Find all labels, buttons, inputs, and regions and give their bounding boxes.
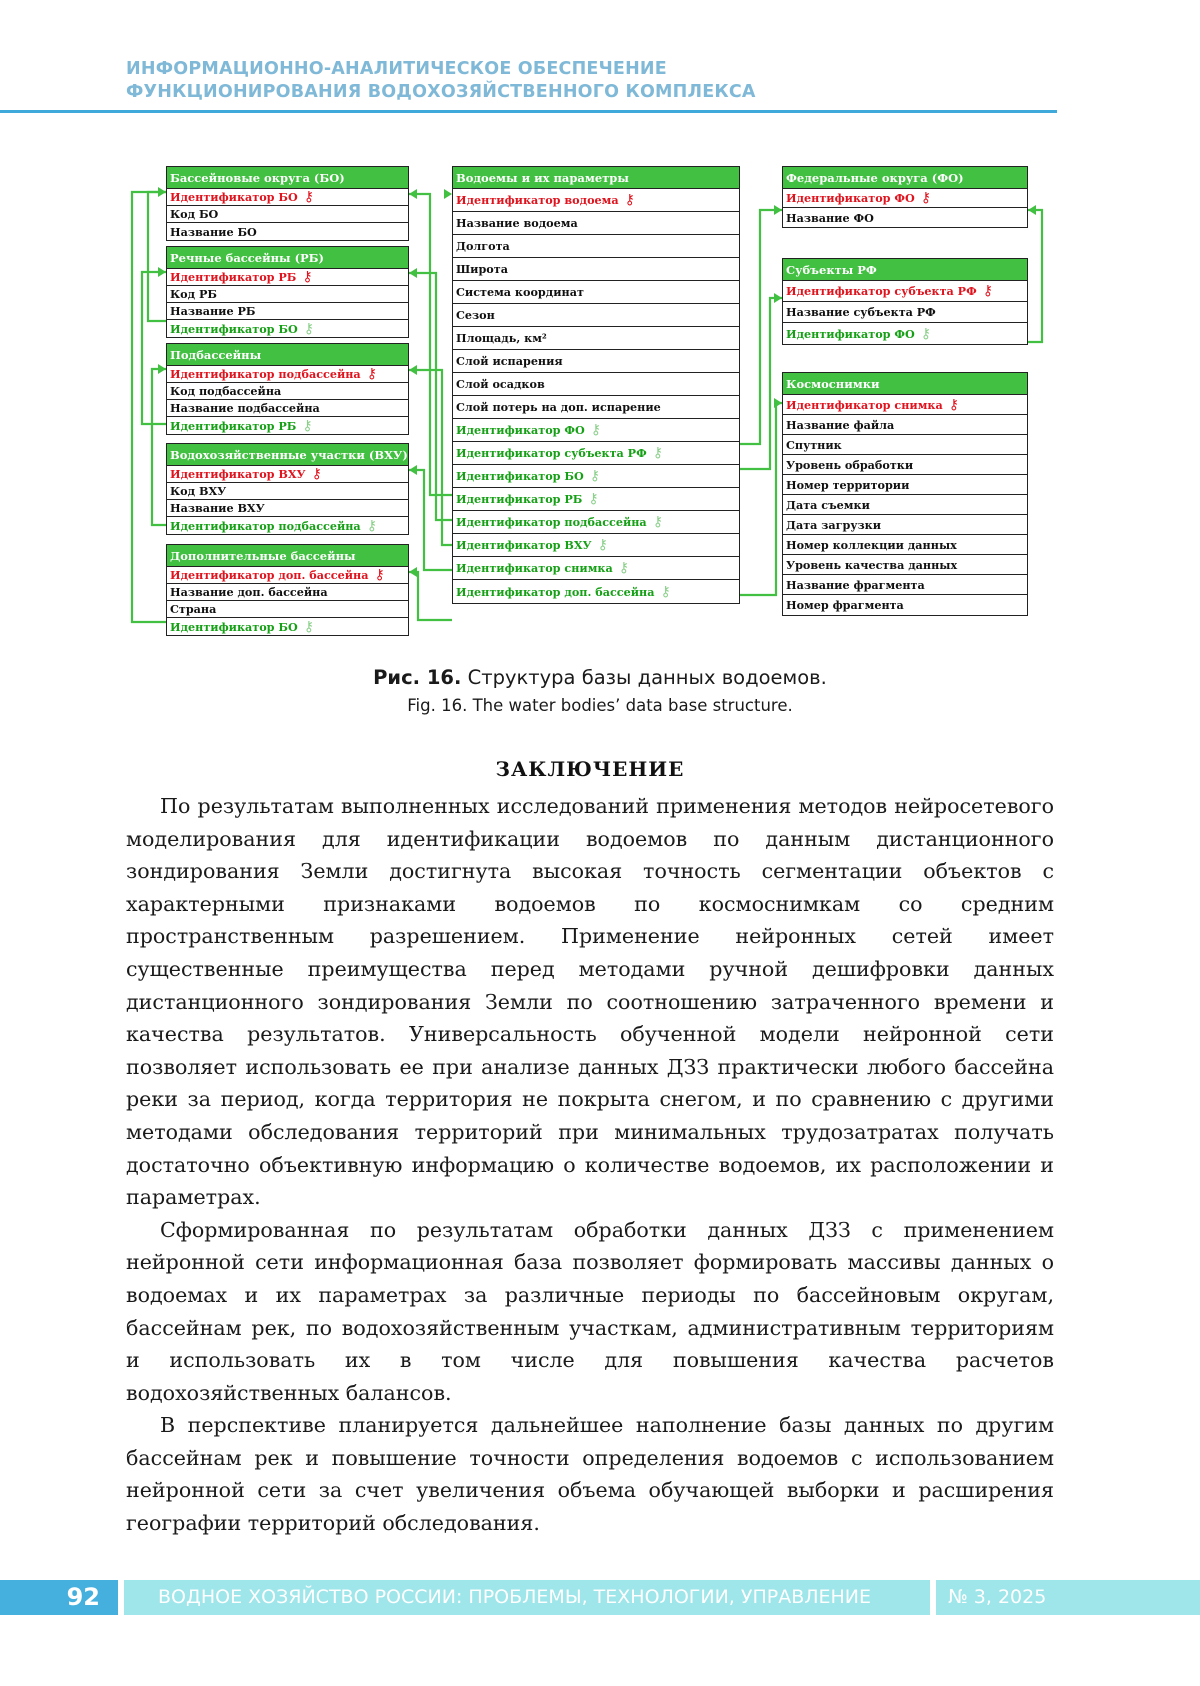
table-field	[783, 495, 1027, 515]
table-field	[167, 400, 408, 417]
field-label: Слой осадков	[456, 377, 545, 391]
foreign-key-field	[453, 534, 739, 557]
field-label: Уровень качества данных	[786, 557, 958, 572]
key-icon: ⚷	[590, 422, 602, 438]
field-label: Уровень обработки	[786, 457, 914, 472]
table-field	[453, 212, 739, 235]
field-label: Код РБ	[170, 287, 217, 301]
field-label: Номер коллекции данных	[786, 537, 957, 552]
table-title: Речные бассейны (РБ)	[167, 247, 408, 269]
figure-16	[0, 0, 1200, 700]
field-label: Идентификатор ВХУ	[456, 538, 592, 552]
field-label: Код подбассейна	[170, 384, 282, 398]
primary-key-field	[783, 281, 1027, 302]
table-title: Подбассейны	[167, 344, 408, 366]
table-title: Водоемы и их параметры	[453, 167, 739, 189]
link-vhu-pb	[152, 369, 166, 525]
arrow-kos	[774, 398, 782, 408]
table-field	[783, 535, 1027, 555]
key-icon: ⚷	[660, 583, 671, 600]
foreign-key-field	[783, 323, 1027, 344]
table-water-bodies	[452, 166, 740, 604]
field-label: Идентификатор субъекта РФ	[786, 284, 977, 298]
primary-key-field	[167, 366, 408, 383]
field-label: Название файла	[786, 417, 895, 432]
key-icon: ⚷	[948, 396, 959, 413]
key-icon: ⚷	[366, 517, 377, 534]
primary-key-field	[453, 189, 739, 212]
field-label: Код БО	[170, 207, 219, 221]
table-title: Космоснимки	[783, 373, 1027, 395]
paragraph: В перспективе планируется дальнейшее наполнение базы данных по другим бассейнам рек и повышение точности определения водоемов с использованием нейронной сети за счет увеличения объема обучающей выборки и расширения географии территорий обследования.	[126, 1413, 1054, 1536]
key-icon: ⚷	[624, 192, 635, 208]
table-field	[167, 383, 408, 400]
field-label: Идентификатор снимка	[786, 397, 943, 412]
field-label: Название водоема	[456, 216, 578, 230]
foreign-key-field	[453, 465, 739, 488]
field-label: Слой потерь на доп. испарение	[456, 400, 661, 414]
arrow-fo-right	[1028, 205, 1036, 215]
key-icon: ⚷	[302, 417, 313, 434]
table-field	[167, 601, 408, 618]
field-label: Название ВХУ	[170, 501, 265, 515]
journal-title: ВОДНОЕ ХОЗЯЙСТВО РОССИИ: ПРОБЛЕМЫ, ТЕХНОЛОГИИ, УПРАВЛЕНИЕ	[124, 1580, 930, 1615]
table-basin-districts	[166, 166, 409, 241]
primary-key-field	[783, 189, 1027, 208]
link-rb-bo	[148, 192, 166, 321]
field-label: Идентификатор доп. бассейна	[170, 568, 369, 582]
field-label: Идентификатор БО	[170, 190, 298, 204]
issue-number: № 3, 2025	[936, 1580, 1200, 1615]
table-rf-subjects	[782, 258, 1028, 345]
field-label: Идентификатор подбассейна	[170, 367, 361, 381]
field-label: Слой испарения	[456, 354, 563, 368]
key-icon: ⚷	[303, 320, 314, 337]
conclusion-body	[126, 790, 1054, 1540]
field-label: Номер фрагмента	[786, 598, 904, 612]
arrow-dop-right	[409, 567, 417, 577]
field-label: Идентификатор БО	[456, 469, 584, 483]
field-label: Дата загрузки	[786, 517, 882, 532]
field-label: Название ФО	[786, 210, 874, 225]
arrow-bo-right	[409, 189, 417, 199]
field-label: Идентификатор подбассейна	[456, 515, 647, 529]
link-pb-rb	[142, 272, 166, 424]
table-field	[453, 281, 739, 304]
table-field	[453, 235, 739, 258]
table-field	[783, 475, 1027, 495]
foreign-key-field	[453, 419, 739, 442]
primary-key-field	[167, 269, 408, 286]
key-icon: ⚷	[589, 468, 600, 484]
arrow-vod	[444, 189, 452, 199]
arrow-sub	[774, 293, 782, 303]
field-label: Идентификатор РБ	[170, 418, 297, 433]
field-label: Идентификатор подбассейна	[170, 518, 361, 533]
table-field	[783, 415, 1027, 435]
field-label: Широта	[456, 262, 508, 276]
table-field	[453, 373, 739, 396]
field-label: Идентификатор БО	[170, 619, 298, 634]
table-field	[453, 396, 739, 419]
paragraph: По результатам выполненных исследований применения методов нейросетевого моделирования для идентификации водоемов по данным дистанционного зондирования Земли достигнута высокая точность сегментации объектов с характерными признаками водоемов по космоснимкам со средним пространственным разрешением. Применение нейронных сетей имеет существенные преимущества перед методами ручной дешифровки данных дистанционного зондирования Земли по соотношению затраченного времени и качества результатов. Универсальность обученной модели нейронной сети позволяет использовать ее при анализе данных ДЗЗ практически любого бассейна реки за период, когда территория не покрыта снегом, и по сравнению с другими методами обследования территорий при минимальных трудозатратах получать достаточно объективную информацию о количестве водоемов, их расположении и параметрах.	[126, 794, 1054, 1210]
key-icon: ⚷	[303, 618, 314, 635]
key-icon: ⚷	[303, 189, 314, 205]
paragraph: Сформированная по результатам обработки данных ДЗЗ с применением нейронной сети информационная база позволяет формировать массивы данных о водоемах и их параметрах за различные периоды по бассейновым округам, бассейнам рек, по водохозяйственным участкам, административным территориям и использовать их в том числе для повышения качества расчетов водохозяйственных балансов.	[126, 1217, 1054, 1405]
field-label: Номер территории	[786, 477, 910, 492]
foreign-key-field	[167, 320, 408, 337]
field-label: Идентификатор РБ	[170, 270, 297, 284]
arrow-vhu-right	[409, 465, 417, 475]
table-title: Водохозяйственные участки (ВХУ)	[167, 444, 408, 466]
field-label: Название субъекта РФ	[786, 305, 936, 319]
field-label: Название подбассейна	[170, 401, 320, 415]
foreign-key-field	[453, 557, 739, 580]
arrow-fo	[774, 205, 782, 215]
table-field	[453, 258, 739, 281]
primary-key-field	[167, 466, 408, 483]
field-label: Идентификатор доп. бассейна	[456, 584, 655, 599]
field-label: Название фрагмента	[786, 577, 925, 592]
field-label: Идентификатор ВХУ	[170, 467, 306, 481]
table-sub-basins	[166, 343, 409, 435]
table-federal-districts	[782, 166, 1028, 228]
table-field	[167, 584, 408, 601]
table-extra-basins	[166, 544, 409, 636]
arrow-rb	[158, 267, 166, 277]
field-label: Спутник	[786, 437, 842, 452]
table-title: Субъекты РФ	[783, 259, 1027, 281]
field-label: Идентификатор РБ	[456, 492, 583, 506]
page-number: 92	[0, 1580, 118, 1615]
foreign-key-field	[453, 511, 739, 534]
foreign-key-field	[453, 488, 739, 511]
table-field	[783, 208, 1027, 227]
key-icon: ⚷	[652, 514, 663, 530]
key-icon: ⚷	[588, 491, 599, 507]
table-field	[783, 302, 1027, 323]
field-label: Код ВХУ	[170, 484, 227, 498]
section-title: ЗАКЛЮЧЕНИЕ	[495, 757, 685, 781]
key-icon: ⚷	[652, 445, 663, 461]
page-footer	[0, 1580, 1200, 1615]
field-label: Название БО	[170, 224, 257, 239]
table-field	[167, 206, 408, 223]
table-title: Федеральные округа (ФО)	[783, 167, 1027, 189]
table-field	[167, 303, 408, 320]
key-icon: ⚷	[920, 325, 932, 342]
key-icon: ⚷	[920, 190, 932, 206]
field-label: Идентификатор БО	[170, 321, 298, 336]
foreign-key-field	[167, 517, 408, 534]
primary-key-field	[167, 567, 408, 584]
table-field	[783, 595, 1027, 615]
primary-key-field	[783, 395, 1027, 415]
running-head-line-2: ФУНКЦИОНИРОВАНИЯ ВОДОХОЗЯЙСТВЕННОГО КОМПЛЕКСА	[126, 82, 756, 102]
table-field	[167, 223, 408, 240]
foreign-key-field	[453, 442, 739, 465]
field-label: Идентификатор ФО	[456, 423, 585, 437]
arrow-pb	[158, 364, 166, 374]
figure-caption-en: Fig. 16. The water bodies’ data base structure.	[407, 696, 793, 715]
link-vod-bo	[409, 194, 452, 495]
running-head-line-1: ИНФОРМАЦИОННО-АНАЛИТИЧЕСКОЕ ОБЕСПЕЧЕНИЕ	[126, 59, 667, 79]
field-label: Идентификатор водоема	[456, 193, 619, 207]
table-title: Бассейновые округа (БО)	[167, 167, 408, 189]
key-icon: ⚷	[618, 560, 629, 576]
table-satellite-images	[782, 372, 1028, 616]
key-icon: ⚷	[311, 466, 322, 482]
field-label: Дата съемки	[786, 497, 870, 512]
table-field	[783, 455, 1027, 475]
field-label: Страна	[170, 602, 217, 616]
field-label: Идентификатор снимка	[456, 561, 613, 575]
table-field	[453, 350, 739, 373]
table-field	[783, 555, 1027, 575]
foreign-key-field	[167, 618, 408, 635]
table-field	[167, 483, 408, 500]
figure-caption-ru	[0, 666, 1200, 689]
key-icon: ⚷	[374, 567, 385, 583]
field-label: Сезон	[456, 308, 495, 322]
foreign-key-field	[167, 417, 408, 434]
field-label: Название РБ	[170, 304, 256, 318]
key-icon: ⚷	[366, 366, 377, 382]
table-water-sections	[166, 443, 409, 535]
arrow-pb-right	[409, 365, 417, 375]
table-field	[453, 304, 739, 327]
key-icon: ⚷	[597, 537, 608, 553]
table-field	[783, 435, 1027, 455]
arrow-rb-right	[409, 268, 417, 278]
table-title: Дополнительные бассейны	[167, 545, 408, 567]
key-icon: ⚷	[982, 283, 993, 299]
field-label: Площадь, км²	[456, 331, 547, 345]
primary-key-field	[167, 189, 408, 206]
table-field	[783, 575, 1027, 595]
arrow-bo	[158, 187, 166, 197]
field-label: Долгота	[456, 239, 510, 253]
field-label: Идентификатор ФО	[786, 191, 915, 205]
field-label: Идентификатор субъекта РФ	[456, 446, 647, 460]
field-label: Система координат	[456, 285, 584, 299]
table-field	[453, 327, 739, 350]
table-river-basins	[166, 246, 409, 338]
link-sub-fo	[1028, 210, 1042, 342]
table-field	[167, 286, 408, 303]
table-field	[167, 500, 408, 517]
figure-caption-text: Структура базы данных водоемов.	[467, 666, 827, 689]
table-field	[783, 515, 1027, 535]
field-label: Идентификатор ФО	[786, 326, 915, 341]
key-icon: ⚷	[302, 269, 313, 285]
foreign-key-field	[453, 580, 739, 603]
field-label: Название доп. бассейна	[170, 585, 328, 599]
link-vod-dop	[409, 572, 452, 620]
figure-label: Рис. 16.	[373, 666, 462, 689]
